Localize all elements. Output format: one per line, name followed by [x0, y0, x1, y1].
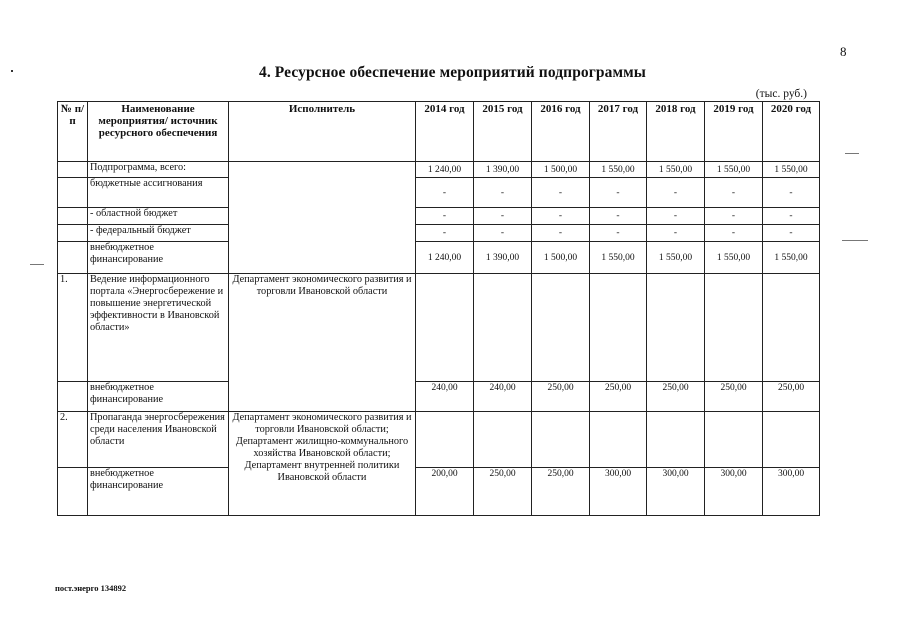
value-cell: - — [705, 225, 763, 242]
value-cell: 1 390,00 — [474, 162, 532, 178]
value-cell: 1 550,00 — [705, 162, 763, 178]
value-cell: 1 550,00 — [705, 242, 763, 274]
header-name: Наименование мероприятия/ источник ресурсного обеспечения — [88, 102, 229, 162]
value-cell: 1 550,00 — [763, 242, 820, 274]
value-cell: 250,00 — [474, 468, 532, 516]
value-cell: - — [647, 225, 705, 242]
value-cell: 1 240,00 — [416, 162, 474, 178]
value-cell: - — [416, 208, 474, 225]
row-label: Подпрограмма, всего: — [88, 162, 229, 178]
header-year: 2020 год — [763, 102, 820, 162]
value-cell: 300,00 — [705, 468, 763, 516]
value-cell: - — [474, 225, 532, 242]
header-year: 2015 год — [474, 102, 532, 162]
value-cell: 1 500,00 — [532, 242, 590, 274]
table-row — [58, 382, 820, 412]
value-cell: 300,00 — [763, 468, 820, 516]
value-cell: 250,00 — [590, 382, 647, 412]
page-mark: 8 — [840, 44, 847, 59]
value-cell: 240,00 — [474, 382, 532, 412]
header-num: № п/п — [58, 102, 88, 162]
value-cell: - — [474, 178, 532, 208]
value-cell: 1 550,00 — [647, 242, 705, 274]
value-cell: - — [647, 208, 705, 225]
item-name: Ведение информационного портала «Энергосбережение и повышение энергетической эффективности в Ивановской области» — [88, 274, 229, 382]
table-row — [58, 468, 820, 516]
row-label: внебюджетное финансирование — [88, 382, 229, 412]
value-cell: 240,00 — [416, 382, 474, 412]
units-label: (тыс. руб.) — [755, 88, 807, 100]
value-cell: - — [416, 225, 474, 242]
scan-dash — [30, 264, 44, 265]
value-cell: - — [474, 208, 532, 225]
table-header-row — [58, 102, 820, 162]
value-cell: - — [532, 208, 590, 225]
header-year: 2016 год — [532, 102, 590, 162]
table-row — [58, 242, 820, 274]
value-cell: 1 550,00 — [590, 162, 647, 178]
resource-table — [57, 101, 820, 516]
value-cell: - — [763, 225, 820, 242]
table-row — [58, 412, 820, 468]
value-cell: 250,00 — [705, 382, 763, 412]
header-year: 2019 год — [705, 102, 763, 162]
value-cell: - — [590, 225, 647, 242]
value-cell: 1 240,00 — [416, 242, 474, 274]
value-cell: 1 550,00 — [590, 242, 647, 274]
table-row — [58, 162, 820, 178]
value-cell: - — [705, 208, 763, 225]
row-label: внебюджетное финансирование — [88, 468, 229, 516]
row-label: бюджетные ассигнования — [88, 178, 229, 208]
executor-cell: Департамент экономического развития и торговли Ивановской области — [229, 274, 416, 412]
value-cell: 200,00 — [416, 468, 474, 516]
value-cell: 1 390,00 — [474, 242, 532, 274]
value-cell: - — [647, 178, 705, 208]
scan-dash — [845, 153, 859, 154]
value-cell: - — [416, 178, 474, 208]
value-cell: - — [532, 178, 590, 208]
value-cell: - — [705, 178, 763, 208]
value-cell: 300,00 — [647, 468, 705, 516]
item-number: 2. — [58, 412, 88, 468]
value-cell: - — [590, 178, 647, 208]
value-cell: 250,00 — [647, 382, 705, 412]
value-cell: 250,00 — [763, 382, 820, 412]
value-cell: - — [590, 208, 647, 225]
row-label: внебюджетное финансирование — [88, 242, 229, 274]
executor-cell — [229, 162, 416, 274]
item-name: Пропаганда энергосбережения среди населения Ивановской области — [88, 412, 229, 468]
table-row — [58, 208, 820, 225]
scan-dash — [842, 240, 868, 241]
executor-cell: Департамент экономического развития и торговли Ивановской области; Департамент жилищно-коммунального хозяйства Ивановской области; Департамент внутренней политики Ивановской области — [229, 412, 416, 516]
table-row — [58, 225, 820, 242]
value-cell: - — [763, 178, 820, 208]
value-cell: 1 550,00 — [647, 162, 705, 178]
value-cell: - — [532, 225, 590, 242]
value-cell: - — [763, 208, 820, 225]
header-year: 2014 год — [416, 102, 474, 162]
table-row — [58, 178, 820, 208]
header-executor: Исполнитель — [229, 102, 416, 162]
footer-code: пост.энерго 134892 — [55, 583, 127, 593]
row-label: - областной бюджет — [88, 208, 229, 225]
value-cell: 250,00 — [532, 468, 590, 516]
row-label: - федеральный бюджет — [88, 225, 229, 242]
value-cell: 1 550,00 — [763, 162, 820, 178]
header-year: 2018 год — [647, 102, 705, 162]
page-title: 4. Ресурсное обеспечение мероприятий подпрограммы — [258, 64, 647, 81]
item-number: 1. — [58, 274, 88, 382]
value-cell: 1 500,00 — [532, 162, 590, 178]
value-cell: 250,00 — [532, 382, 590, 412]
value-cell: 300,00 — [590, 468, 647, 516]
table-row — [58, 274, 820, 382]
header-year: 2017 год — [590, 102, 647, 162]
